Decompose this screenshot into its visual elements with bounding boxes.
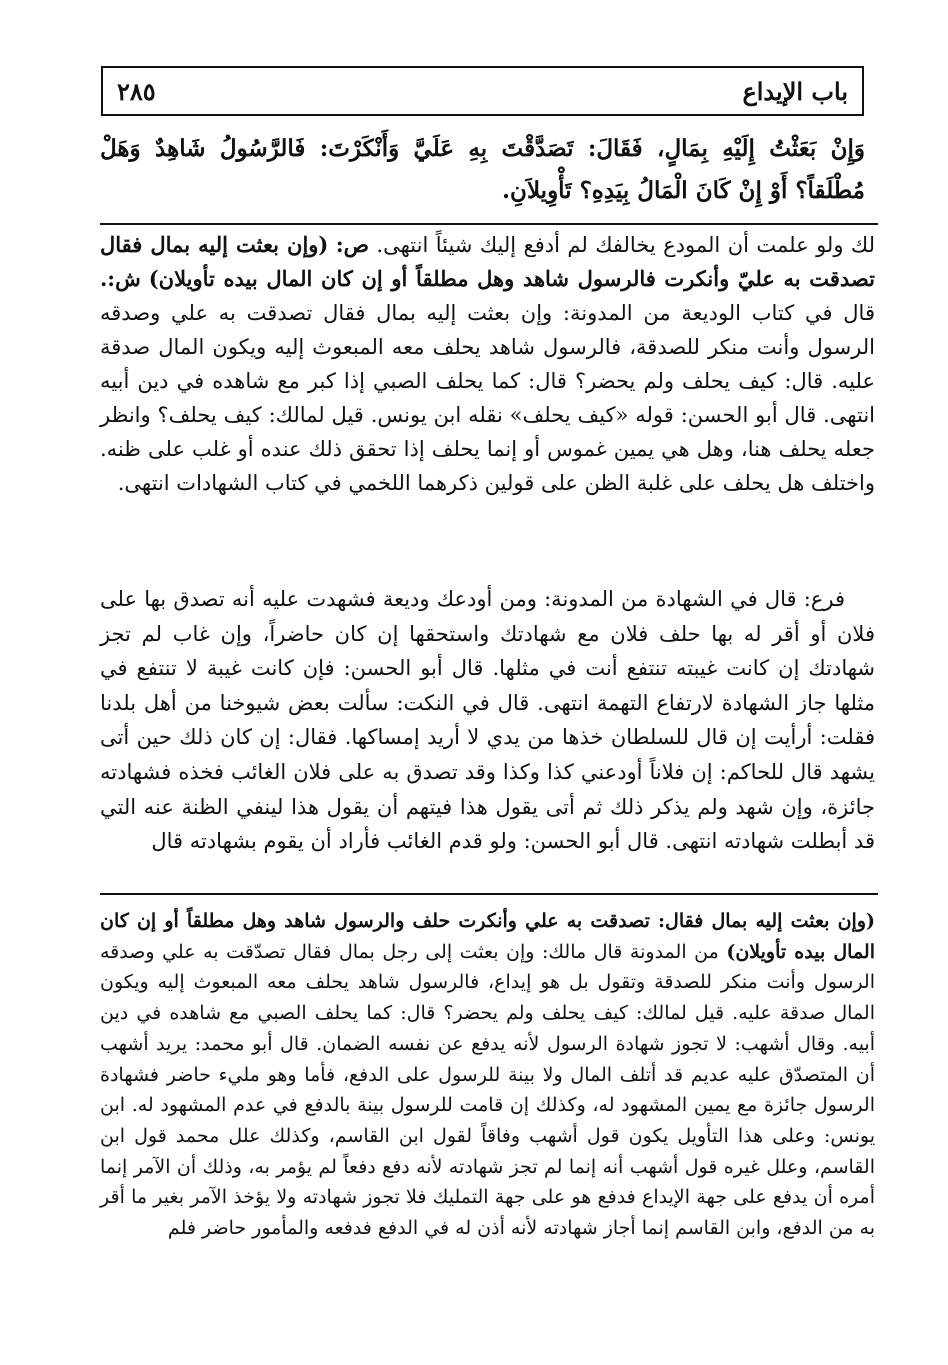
sad-marker: ص:	[335, 232, 369, 257]
page-header	[101, 66, 864, 116]
matn-text-block	[100, 128, 865, 212]
divider-top	[100, 223, 878, 225]
second-commentary	[100, 906, 875, 1244]
commentary-body: قال في كتاب الوديعة من المدونة: وإن بعثت إليه بمال فقال تصدقت به علي وصدقه الرسول وأنت منكر للصدقة، فالرسول شاهد يحلف معه المبعوث إليه ويكون المال صدقة عليه. قال: كيف يحلف ولم يحضر؟ قال: كما يحلف الصبي إذا كبر مع شاهده في دين أبيه انتهى. قال أبو الحسن: قوله «كيف يحلف» نقله ابن يونس. قيل لمالك: كيف يحلف؟ وانظر جعله يحلف هنا، وهل هي يمين غموس أو إنما يحلف إذا تحقق ذلك عنده أو غلب على ظنه. واختلف هل يحلف على غلبة الظن على قولين ذكرهما اللخمي في كتاب الشهادات انتهى.	[100, 301, 875, 495]
chapter-title: باب الإيداع	[742, 76, 848, 106]
commentary-intro: لك ولو علمت أن المودع يخالفك لم أدفع إليك شيئاً انتهى.	[376, 233, 875, 257]
second-commentary-body: من المدونة قال مالك: وإن بعثت إلى رجل بمال فقال تصدّقت به علي وصدقه الرسول وأنت منكر للصدقة وتقول بل هو إيداع، فالرسول شاهد يحلف معه المبعوث إليه ويكون المال صدقة عليه. قيل لمالك: كيف يحلف ولم يحضر؟ قال: كما يحلف الصبي مع شاهده في دين أبيه. وقال أشهب: لا تجوز شهادة الرسول لأنه يدفع عن نفسه الضمان. قال أبو محمد: يريد أشهب أن المتصدّق عليه عديم قد أتلف المال ولا بينة للرسول على الدفع، فأما وهو مليء حاضر فشهادة الرسول جائزة مع يمين المشهود له، وكذلك إن قامت للرسول بينة بالدفع في عدم المشهود له. ابن يونس: وعلى هذا التأويل يكون قول أشهب وفاقاً لقول ابن القاسم، وكذلك علل محمد قول ابن القاسم، وعلل غيره قول أشهب أنه إنما لم تجز شهادته لأنه دفع دفعاً لم يؤمر به، وذلك أن الآمر إنما أمره أن يدفع على جهة الإيداع فدفع هو على جهة التمليك فلا تجوز شهادته ولا يؤخذ الآمر بغير ما أقر به من الدفع، وابن القاسم إنما أجاز شهادته لأنه أذن له في الدفع فدفعه والمأمور حاضر فلم	[100, 940, 875, 1240]
second-commentary-paragraph	[100, 906, 875, 1244]
matn-text: وَإِنْ بَعَثْتُ إِلَيْهِ بِمَالٍ، فَقَالَ: تَصَدَّقْتَ بِهِ عَلَيَّ وَأَنْكَرْتَ: فَالرَّسُولُ شَاهِدٌ وَهَلْ مُطْلَقاً؟ أَوْ إِنْ كَانَ الْمَالُ بِيَدِهِ؟ تَأْوِيلاَنِ.	[100, 135, 865, 204]
commentary-section-1	[100, 228, 875, 500]
far-paragraph: فرع: قال في الشهادة من المدونة: ومن أودعك وديعة فشهدت عليه أنه تصدق بها على فلان أو أقر له بها حلف فلان مع شهادتك واستحقها إن كان حاضراً، وإن غاب لم تجز شهادتك إن كانت غيبته تنتفع أنت في مثلها. قال أبو الحسن: فإن كانت غيبة لا تنتفع في مثلها جاز الشهادة لارتفاع التهمة انتهى. قال في النكت: سألت بعض شيوخنا من أهل بلدنا فقلت: أرأيت إن قال للسلطان خذها من يدي لا أريد إمساكها. فقال: إن كان ذلك حين أتى يشهد قال للحاكم: إن فلاناً أودعني كذا وكذا وقد تصدق به على فلان الغائب فخذه فشهادته جائزة، وإن شهد ولم يذكر ذلك ثم أتى يقول هذا فيتهم أن يقول هذا لينفي الظنة عنه التي قد أبطلت شهادته انتهى. قال أبو الحسن: ولو قدم الغائب فأراد أن يقوم بشهادته قال	[100, 587, 875, 854]
commentary-section-2	[100, 582, 875, 859]
divider-bottom	[100, 893, 878, 895]
shin-marker: ش:.	[100, 266, 141, 291]
page-number: ٢٨٥	[117, 76, 156, 106]
second-quoted-matn: (وإن بعثت إليه بمال فقال: تصدقت به علي وأنكرت حلف والرسول شاهد وهل مطلقاً أو إن كان المال بيده تأويلان)	[100, 910, 875, 963]
quoted-matn: (وإن بعثت إليه بمال فقال تصدقت به عليّ وأنكرت فالرسول شاهد وهل مطلقاً أو إن كان المال بيده تأويلان)	[100, 232, 875, 291]
commentary-paragraph-1	[100, 228, 875, 500]
